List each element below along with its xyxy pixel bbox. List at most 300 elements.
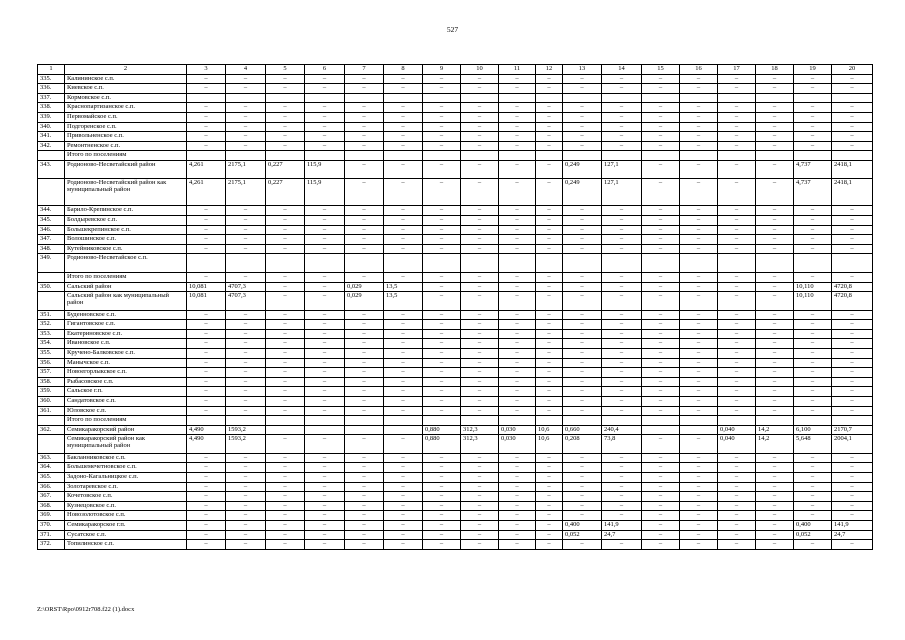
- value-cell: –: [305, 435, 345, 454]
- value-cell: –: [461, 348, 499, 358]
- value-cell: –: [187, 339, 226, 349]
- value-cell: –: [345, 540, 384, 550]
- value-cell: –: [756, 74, 794, 84]
- value-cell: –: [499, 141, 536, 151]
- value-cell: –: [187, 540, 226, 550]
- value-cell: –: [384, 377, 423, 387]
- value-cell: –: [266, 244, 305, 254]
- value-cell: –: [187, 520, 226, 530]
- value-cell: –: [499, 103, 536, 113]
- value-cell: –: [461, 132, 499, 142]
- value-cell: –: [384, 435, 423, 454]
- value-cell: –: [756, 358, 794, 368]
- table-row: [38, 272, 873, 282]
- value-cell: –: [718, 492, 756, 502]
- value-cell: –: [718, 358, 756, 368]
- value-cell: 2004,1: [832, 435, 873, 454]
- value-cell: –: [756, 453, 794, 463]
- table-body: [38, 65, 873, 550]
- value-cell: –: [384, 387, 423, 397]
- value-cell: –: [536, 387, 563, 397]
- value-cell: –: [718, 74, 756, 84]
- value-cell: –: [756, 406, 794, 416]
- table-row: [38, 339, 873, 349]
- value-cell: –: [794, 122, 832, 132]
- value-cell: –: [266, 348, 305, 358]
- value-cell: –: [187, 272, 226, 282]
- value-cell: –: [563, 339, 602, 349]
- value-cell: –: [384, 473, 423, 483]
- row-number-cell: 372.: [38, 540, 65, 550]
- value-cell: 141,9: [602, 520, 642, 530]
- value-cell: –: [756, 272, 794, 282]
- value-cell: –: [266, 216, 305, 226]
- value-cell: –: [423, 235, 461, 245]
- row-number-cell: 356.: [38, 358, 65, 368]
- value-cell: [718, 93, 756, 103]
- row-number-cell: 347.: [38, 235, 65, 245]
- value-cell: –: [384, 206, 423, 216]
- value-cell: –: [305, 141, 345, 151]
- value-cell: –: [345, 84, 384, 94]
- value-cell: –: [602, 329, 642, 339]
- row-number-cell: 335.: [38, 74, 65, 84]
- value-cell: –: [536, 282, 563, 292]
- value-cell: –: [536, 377, 563, 387]
- table-row: [38, 435, 873, 454]
- row-number-cell: 353.: [38, 329, 65, 339]
- column-number-cell: 8: [384, 65, 423, 75]
- value-cell: –: [563, 235, 602, 245]
- value-cell: –: [266, 463, 305, 473]
- value-cell: 24,7: [832, 530, 873, 540]
- row-number-cell: 346.: [38, 225, 65, 235]
- value-cell: –: [266, 206, 305, 216]
- value-cell: –: [226, 244, 266, 254]
- value-cell: –: [832, 216, 873, 226]
- table-row: [38, 132, 873, 142]
- value-cell: –: [305, 84, 345, 94]
- value-cell: –: [499, 272, 536, 282]
- value-cell: –: [718, 122, 756, 132]
- value-cell: –: [187, 377, 226, 387]
- municipality-name-cell: Топилинское с.п.: [65, 540, 187, 550]
- value-cell: [602, 93, 642, 103]
- value-cell: –: [384, 463, 423, 473]
- value-cell: –: [226, 320, 266, 330]
- value-cell: –: [461, 463, 499, 473]
- value-cell: –: [794, 463, 832, 473]
- value-cell: –: [832, 406, 873, 416]
- value-cell: 10,110: [794, 282, 832, 292]
- value-cell: –: [345, 482, 384, 492]
- value-cell: –: [187, 74, 226, 84]
- value-cell: –: [832, 453, 873, 463]
- value-cell: –: [461, 406, 499, 416]
- value-cell: [461, 93, 499, 103]
- value-cell: –: [642, 272, 680, 282]
- value-cell: –: [226, 329, 266, 339]
- value-cell: –: [305, 348, 345, 358]
- column-number-cell: 15: [642, 65, 680, 75]
- value-cell: –: [680, 396, 718, 406]
- column-number-cell: 7: [345, 65, 384, 75]
- value-cell: –: [642, 292, 680, 311]
- value-cell: [187, 254, 226, 273]
- municipality-name-cell: Юловское с.п.: [65, 406, 187, 416]
- value-cell: –: [226, 348, 266, 358]
- value-cell: –: [756, 132, 794, 142]
- value-cell: –: [680, 272, 718, 282]
- value-cell: –: [266, 501, 305, 511]
- value-cell: –: [563, 103, 602, 113]
- column-number-cell: 2: [65, 65, 187, 75]
- value-cell: –: [602, 368, 642, 378]
- value-cell: –: [384, 348, 423, 358]
- value-cell: –: [832, 225, 873, 235]
- row-number-cell: 362.: [38, 425, 65, 435]
- value-cell: –: [602, 310, 642, 320]
- municipality-name-cell: Большекрепинское с.п.: [65, 225, 187, 235]
- value-cell: –: [642, 396, 680, 406]
- value-cell: –: [266, 435, 305, 454]
- value-cell: –: [718, 396, 756, 406]
- value-cell: –: [305, 482, 345, 492]
- value-cell: –: [305, 377, 345, 387]
- value-cell: –: [187, 122, 226, 132]
- value-cell: –: [718, 463, 756, 473]
- value-cell: 0,030: [499, 435, 536, 454]
- municipality-name-cell: Родионово-Несветайское с.п.: [65, 254, 187, 273]
- row-number-cell: 361.: [38, 406, 65, 416]
- value-cell: –: [423, 141, 461, 151]
- value-cell: –: [680, 141, 718, 151]
- value-cell: –: [461, 482, 499, 492]
- value-cell: [832, 416, 873, 426]
- value-cell: –: [384, 310, 423, 320]
- value-cell: –: [187, 396, 226, 406]
- value-cell: –: [384, 84, 423, 94]
- value-cell: –: [680, 292, 718, 311]
- value-cell: [563, 416, 602, 426]
- value-cell: [423, 93, 461, 103]
- value-cell: –: [305, 206, 345, 216]
- value-cell: –: [423, 511, 461, 521]
- value-cell: 0,880: [423, 425, 461, 435]
- value-cell: –: [563, 511, 602, 521]
- value-cell: –: [718, 244, 756, 254]
- value-cell: –: [642, 358, 680, 368]
- value-cell: –: [305, 320, 345, 330]
- column-number-cell: 5: [266, 65, 305, 75]
- row-number-cell: 341.: [38, 132, 65, 142]
- value-cell: –: [384, 406, 423, 416]
- table-row: [38, 310, 873, 320]
- value-cell: –: [563, 272, 602, 282]
- value-cell: –: [226, 368, 266, 378]
- value-cell: –: [536, 453, 563, 463]
- value-cell: –: [345, 453, 384, 463]
- municipality-name-cell: Сальский район как муниципальный район: [65, 292, 187, 311]
- value-cell: –: [266, 387, 305, 397]
- row-number-cell: 368.: [38, 501, 65, 511]
- table-row: [38, 216, 873, 226]
- municipality-name-cell: Сандатовское с.п.: [65, 396, 187, 406]
- value-cell: –: [756, 225, 794, 235]
- value-cell: –: [187, 112, 226, 122]
- value-cell: –: [305, 122, 345, 132]
- value-cell: –: [718, 141, 756, 151]
- value-cell: –: [499, 368, 536, 378]
- value-cell: [756, 416, 794, 426]
- value-cell: –: [384, 520, 423, 530]
- value-cell: –: [602, 492, 642, 502]
- value-cell: –: [266, 396, 305, 406]
- value-cell: 4,261: [187, 179, 226, 206]
- value-cell: –: [718, 482, 756, 492]
- value-cell: –: [499, 206, 536, 216]
- value-cell: [266, 93, 305, 103]
- value-cell: –: [305, 406, 345, 416]
- value-cell: –: [266, 540, 305, 550]
- value-cell: –: [266, 473, 305, 483]
- row-number-cell: 354.: [38, 339, 65, 349]
- value-cell: –: [832, 492, 873, 502]
- value-cell: –: [602, 132, 642, 142]
- value-cell: –: [226, 141, 266, 151]
- value-cell: –: [563, 292, 602, 311]
- value-cell: –: [832, 272, 873, 282]
- value-cell: –: [345, 501, 384, 511]
- value-cell: –: [345, 132, 384, 142]
- value-cell: –: [345, 492, 384, 502]
- value-cell: –: [642, 160, 680, 179]
- value-cell: –: [536, 132, 563, 142]
- value-cell: –: [602, 122, 642, 132]
- value-cell: –: [384, 339, 423, 349]
- value-cell: –: [642, 511, 680, 521]
- value-cell: –: [756, 530, 794, 540]
- value-cell: –: [345, 320, 384, 330]
- table-row: [38, 206, 873, 216]
- value-cell: –: [384, 329, 423, 339]
- value-cell: –: [536, 339, 563, 349]
- value-cell: –: [305, 339, 345, 349]
- value-cell: –: [499, 282, 536, 292]
- column-number-cell: 18: [756, 65, 794, 75]
- value-cell: –: [602, 244, 642, 254]
- value-cell: –: [794, 482, 832, 492]
- value-cell: 73,8: [602, 435, 642, 454]
- value-cell: [345, 93, 384, 103]
- value-cell: [345, 425, 384, 435]
- value-cell: –: [680, 179, 718, 206]
- value-cell: –: [461, 103, 499, 113]
- value-cell: 141,9: [832, 520, 873, 530]
- value-cell: –: [345, 122, 384, 132]
- value-cell: –: [305, 540, 345, 550]
- value-cell: –: [461, 368, 499, 378]
- value-cell: –: [794, 501, 832, 511]
- value-cell: –: [563, 396, 602, 406]
- value-cell: 0,660: [563, 425, 602, 435]
- value-cell: –: [536, 122, 563, 132]
- value-cell: –: [187, 244, 226, 254]
- value-cell: –: [680, 377, 718, 387]
- value-cell: –: [461, 501, 499, 511]
- value-cell: –: [187, 310, 226, 320]
- value-cell: –: [423, 329, 461, 339]
- column-number-cell: 19: [794, 65, 832, 75]
- table-row: [38, 482, 873, 492]
- value-cell: –: [499, 406, 536, 416]
- value-cell: –: [187, 530, 226, 540]
- value-cell: –: [423, 368, 461, 378]
- value-cell: –: [756, 235, 794, 245]
- value-cell: –: [187, 84, 226, 94]
- value-cell: –: [680, 329, 718, 339]
- value-cell: 2170,7: [832, 425, 873, 435]
- value-cell: –: [266, 368, 305, 378]
- value-cell: –: [794, 244, 832, 254]
- value-cell: –: [226, 235, 266, 245]
- value-cell: –: [226, 132, 266, 142]
- value-cell: –: [536, 84, 563, 94]
- municipality-name-cell: Краснопартизанское с.п.: [65, 103, 187, 113]
- value-cell: –: [642, 387, 680, 397]
- value-cell: –: [461, 216, 499, 226]
- value-cell: 0,227: [266, 160, 305, 179]
- value-cell: –: [384, 396, 423, 406]
- value-cell: –: [226, 453, 266, 463]
- value-cell: –: [602, 482, 642, 492]
- value-cell: –: [499, 84, 536, 94]
- value-cell: –: [680, 435, 718, 454]
- value-cell: –: [423, 501, 461, 511]
- value-cell: –: [226, 310, 266, 320]
- value-cell: –: [499, 473, 536, 483]
- value-cell: –: [345, 179, 384, 206]
- value-cell: –: [499, 225, 536, 235]
- value-cell: –: [384, 453, 423, 463]
- value-cell: –: [187, 216, 226, 226]
- row-number-cell: 367.: [38, 492, 65, 502]
- value-cell: [226, 254, 266, 273]
- value-cell: –: [384, 132, 423, 142]
- value-cell: –: [266, 74, 305, 84]
- table-row: [38, 320, 873, 330]
- value-cell: –: [602, 206, 642, 216]
- value-cell: –: [461, 272, 499, 282]
- row-number-cell: 363.: [38, 453, 65, 463]
- value-cell: –: [794, 103, 832, 113]
- value-cell: –: [345, 74, 384, 84]
- value-cell: –: [423, 112, 461, 122]
- municipality-name-cell: Итого по поселениям: [65, 151, 187, 161]
- value-cell: –: [461, 540, 499, 550]
- value-cell: –: [305, 511, 345, 521]
- value-cell: –: [680, 453, 718, 463]
- municipality-name-cell: Родионово-Несветайский район как муниципальный район: [65, 179, 187, 206]
- table-row: [38, 235, 873, 245]
- value-cell: –: [461, 520, 499, 530]
- value-cell: –: [794, 225, 832, 235]
- value-cell: –: [536, 520, 563, 530]
- value-cell: –: [536, 511, 563, 521]
- row-number-cell: 344.: [38, 206, 65, 216]
- value-cell: –: [384, 112, 423, 122]
- value-cell: –: [536, 492, 563, 502]
- row-number-cell: 370.: [38, 520, 65, 530]
- value-cell: –: [718, 179, 756, 206]
- table-row: [38, 501, 873, 511]
- value-cell: –: [642, 206, 680, 216]
- value-cell: –: [266, 377, 305, 387]
- value-cell: –: [563, 358, 602, 368]
- value-cell: –: [832, 348, 873, 358]
- value-cell: –: [187, 511, 226, 521]
- value-cell: –: [266, 292, 305, 311]
- table-row: [38, 358, 873, 368]
- value-cell: 4,261: [187, 160, 226, 179]
- value-cell: –: [226, 377, 266, 387]
- table-row: [38, 141, 873, 151]
- value-cell: –: [461, 112, 499, 122]
- value-cell: –: [680, 244, 718, 254]
- value-cell: –: [226, 540, 266, 550]
- value-cell: –: [680, 320, 718, 330]
- value-cell: –: [461, 387, 499, 397]
- value-cell: –: [756, 520, 794, 530]
- value-cell: –: [563, 473, 602, 483]
- value-cell: –: [423, 216, 461, 226]
- value-cell: 14,2: [756, 425, 794, 435]
- value-cell: –: [536, 482, 563, 492]
- value-cell: –: [536, 396, 563, 406]
- value-cell: [680, 416, 718, 426]
- value-cell: –: [642, 179, 680, 206]
- value-cell: –: [226, 530, 266, 540]
- value-cell: 4720,8: [832, 282, 873, 292]
- value-cell: [461, 254, 499, 273]
- value-cell: [756, 151, 794, 161]
- value-cell: –: [563, 141, 602, 151]
- value-cell: –: [832, 112, 873, 122]
- value-cell: –: [536, 320, 563, 330]
- value-cell: –: [756, 179, 794, 206]
- value-cell: –: [345, 310, 384, 320]
- value-cell: –: [602, 387, 642, 397]
- municipality-name-cell: Золотаревское с.п.: [65, 482, 187, 492]
- value-cell: 14,2: [756, 435, 794, 454]
- value-cell: –: [602, 501, 642, 511]
- value-cell: –: [266, 453, 305, 463]
- municipality-name-cell: Барило-Крепинское с.п.: [65, 206, 187, 216]
- row-number-cell: 343.: [38, 160, 65, 179]
- value-cell: [384, 93, 423, 103]
- value-cell: [187, 93, 226, 103]
- row-number-cell: 339.: [38, 112, 65, 122]
- value-cell: –: [499, 179, 536, 206]
- value-cell: –: [499, 377, 536, 387]
- value-cell: –: [536, 406, 563, 416]
- value-cell: –: [423, 282, 461, 292]
- row-number-cell: 338.: [38, 103, 65, 113]
- value-cell: –: [756, 348, 794, 358]
- municipality-name-cell: Волошинское с.п.: [65, 235, 187, 245]
- table-row: [38, 396, 873, 406]
- value-cell: –: [499, 463, 536, 473]
